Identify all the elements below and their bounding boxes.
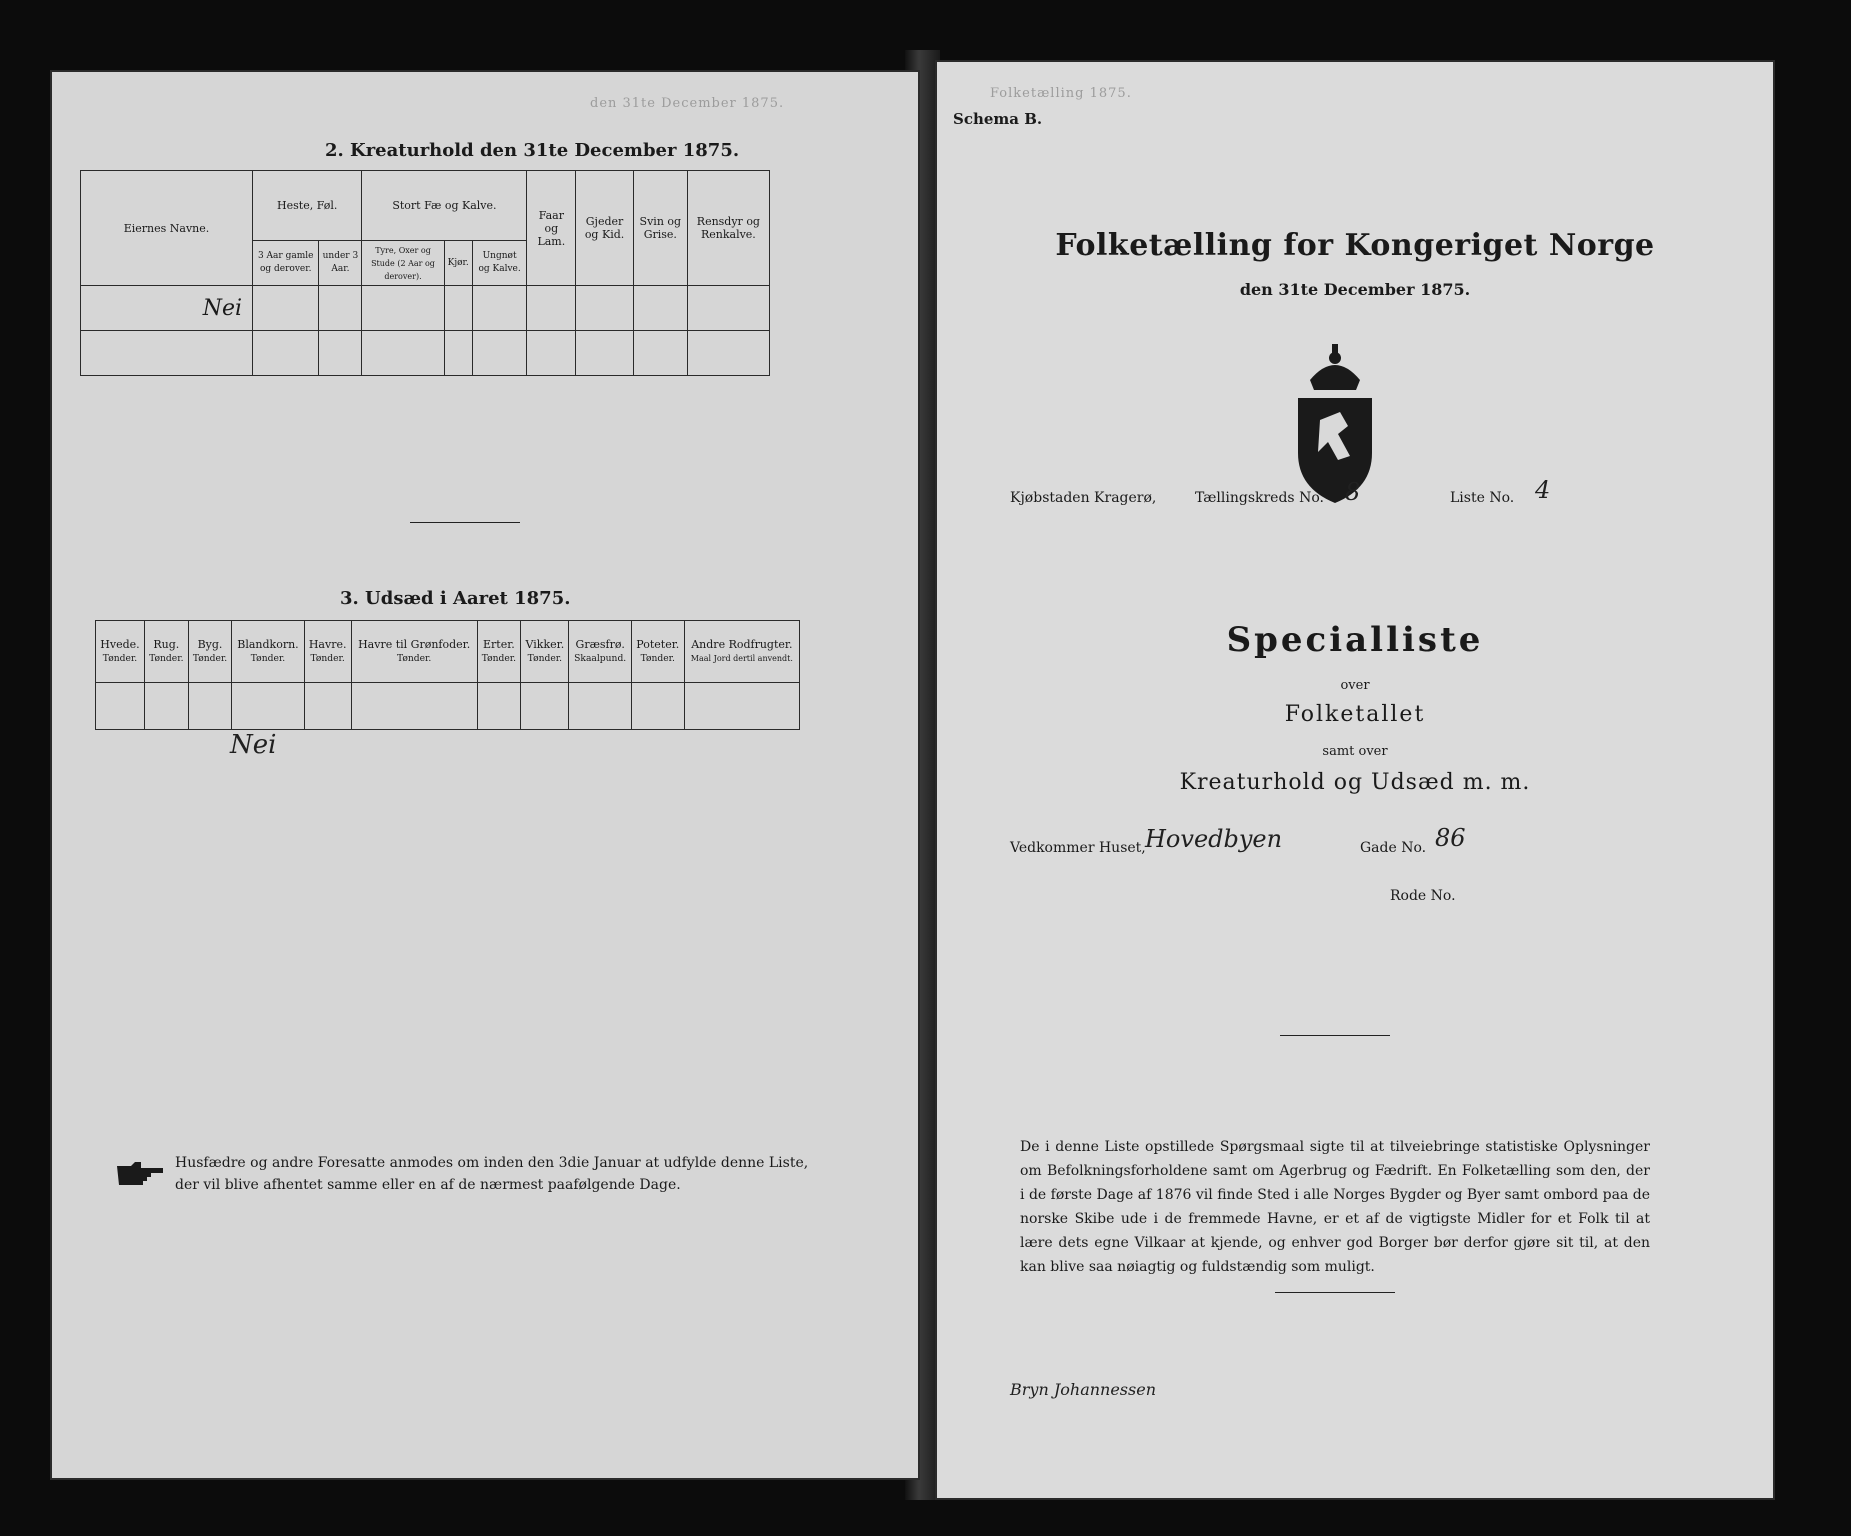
col-horses: Heste, Føl. bbox=[253, 171, 362, 241]
col-peas: Erter. Tønder. bbox=[477, 621, 521, 683]
list-value: 4 bbox=[1535, 476, 1551, 504]
col-sheep: Faar og Lam. bbox=[527, 171, 576, 286]
col-root-crops: Andre Rodfrugter. Maal Jord dertil anvendt. bbox=[684, 621, 799, 683]
ghost-header-left: den 31te December 1875. bbox=[590, 96, 785, 111]
pointing-hand-icon bbox=[115, 1160, 165, 1188]
col-bulls: Tyre, Oxer og Stude (2 Aar og derover). bbox=[362, 241, 444, 286]
col-owner: Eiernes Navne. bbox=[81, 171, 253, 286]
gade-label: Gade No. bbox=[1360, 840, 1427, 856]
col-grass-seed: Græsfrø. Skaalpund. bbox=[569, 621, 631, 683]
col-potatoes: Poteter. Tønder. bbox=[631, 621, 684, 683]
sowing-table bbox=[95, 620, 800, 730]
col-oats-fodder: Havre til Grønfoder. Tønder. bbox=[351, 621, 477, 683]
col-pigs: Svin og Grise. bbox=[633, 171, 687, 286]
col-barley: Byg. Tønder. bbox=[188, 621, 232, 683]
list-label: Liste No. bbox=[1450, 490, 1515, 506]
left-page bbox=[50, 70, 920, 1480]
house-label: Vedkommer Huset, bbox=[1010, 840, 1146, 856]
specialliste-heading: Specialliste bbox=[1226, 620, 1484, 660]
table3-entry: Nei bbox=[230, 730, 277, 760]
gade-value: 86 bbox=[1435, 824, 1466, 852]
divider-right-1 bbox=[1280, 1035, 1390, 1036]
district-value: 8 bbox=[1345, 478, 1361, 506]
col-vetch: Vikker. Tønder. bbox=[521, 621, 569, 683]
explanation-paragraph: De i denne Liste opstillede Spørgsmaal sigte til at tilveiebringe statistiske Oplysninger om Befolkningsforholdene samt om Agerbrug og Fædrift. En Folketælling som den, der i de første Dage af 1876 vil finde Sted i alle Norges Bygder og Byer samt ombord paa de norske Skibe ude i de fremmede Havne, er et af de vigtigste Midler for et Folk til at lære dets egne Vilkaar at kjende, og enhver god Borger bør derfor gjøre sit til, at den kan blive saa nøiagtig og fuldstændig som muligt. bbox=[1020, 1139, 1650, 1275]
col-horses-young: under 3 Aar. bbox=[319, 241, 362, 286]
footnote: Husfædre og andre Foresatte anmodes om inden den 3die Januar at udfylde denne Liste, der vil blive afhentet samme eller en af de nærmest paafølgende Dage. bbox=[175, 1155, 809, 1193]
col-cows: Kjør. bbox=[444, 241, 472, 286]
divider-right-2 bbox=[1275, 1292, 1395, 1293]
col-wheat: Hvede. Tønder. bbox=[96, 621, 145, 683]
col-reindeer: Rensdyr og Renkalve. bbox=[687, 171, 769, 286]
folketallet-heading: Folketallet bbox=[1284, 702, 1426, 727]
signature: Bryn Johannessen bbox=[1010, 1380, 1156, 1399]
ghost-header-right: Folketælling 1875. bbox=[990, 86, 1132, 101]
section3-title: 3. Udsæd i Aaret 1875. bbox=[340, 588, 571, 609]
rode-label: Rode No. bbox=[1390, 888, 1456, 904]
table2-entry-owner: Nei bbox=[81, 286, 253, 331]
col-goats: Gjeder og Kid. bbox=[576, 171, 634, 286]
royal-crest-icon bbox=[1280, 340, 1390, 510]
town-label: Kjøbstaden Kragerø, bbox=[1010, 490, 1157, 506]
col-calves: Ungnøt og Kalve. bbox=[472, 241, 527, 286]
kreaturhold-heading: Kreaturhold og Udsæd m. m. bbox=[1179, 770, 1531, 795]
form-date: den 31te December 1875. bbox=[1239, 280, 1471, 299]
over-text-1: over bbox=[1340, 678, 1370, 693]
col-rye: Rug. Tønder. bbox=[144, 621, 188, 683]
house-value: Hovedbyen bbox=[1145, 825, 1283, 853]
section2-title: 2. Kreaturhold den 31te December 1875. bbox=[325, 140, 740, 161]
form-title: Folketælling for Kongeriget Norge bbox=[1055, 228, 1655, 263]
livestock-table bbox=[80, 170, 770, 376]
schema-label: Schema B. bbox=[953, 110, 1043, 128]
samt-over-text: samt over bbox=[1322, 744, 1388, 759]
col-horses-old: 3 Aar gamle og derover. bbox=[253, 241, 319, 286]
col-cattle: Stort Fæ og Kalve. bbox=[362, 171, 527, 241]
district-label: Tællingskreds No. bbox=[1195, 490, 1324, 506]
divider-left bbox=[410, 522, 520, 523]
right-page bbox=[935, 60, 1775, 1500]
col-oats: Havre. Tønder. bbox=[304, 621, 351, 683]
col-mixed-grain: Blandkorn. Tønder. bbox=[232, 621, 304, 683]
